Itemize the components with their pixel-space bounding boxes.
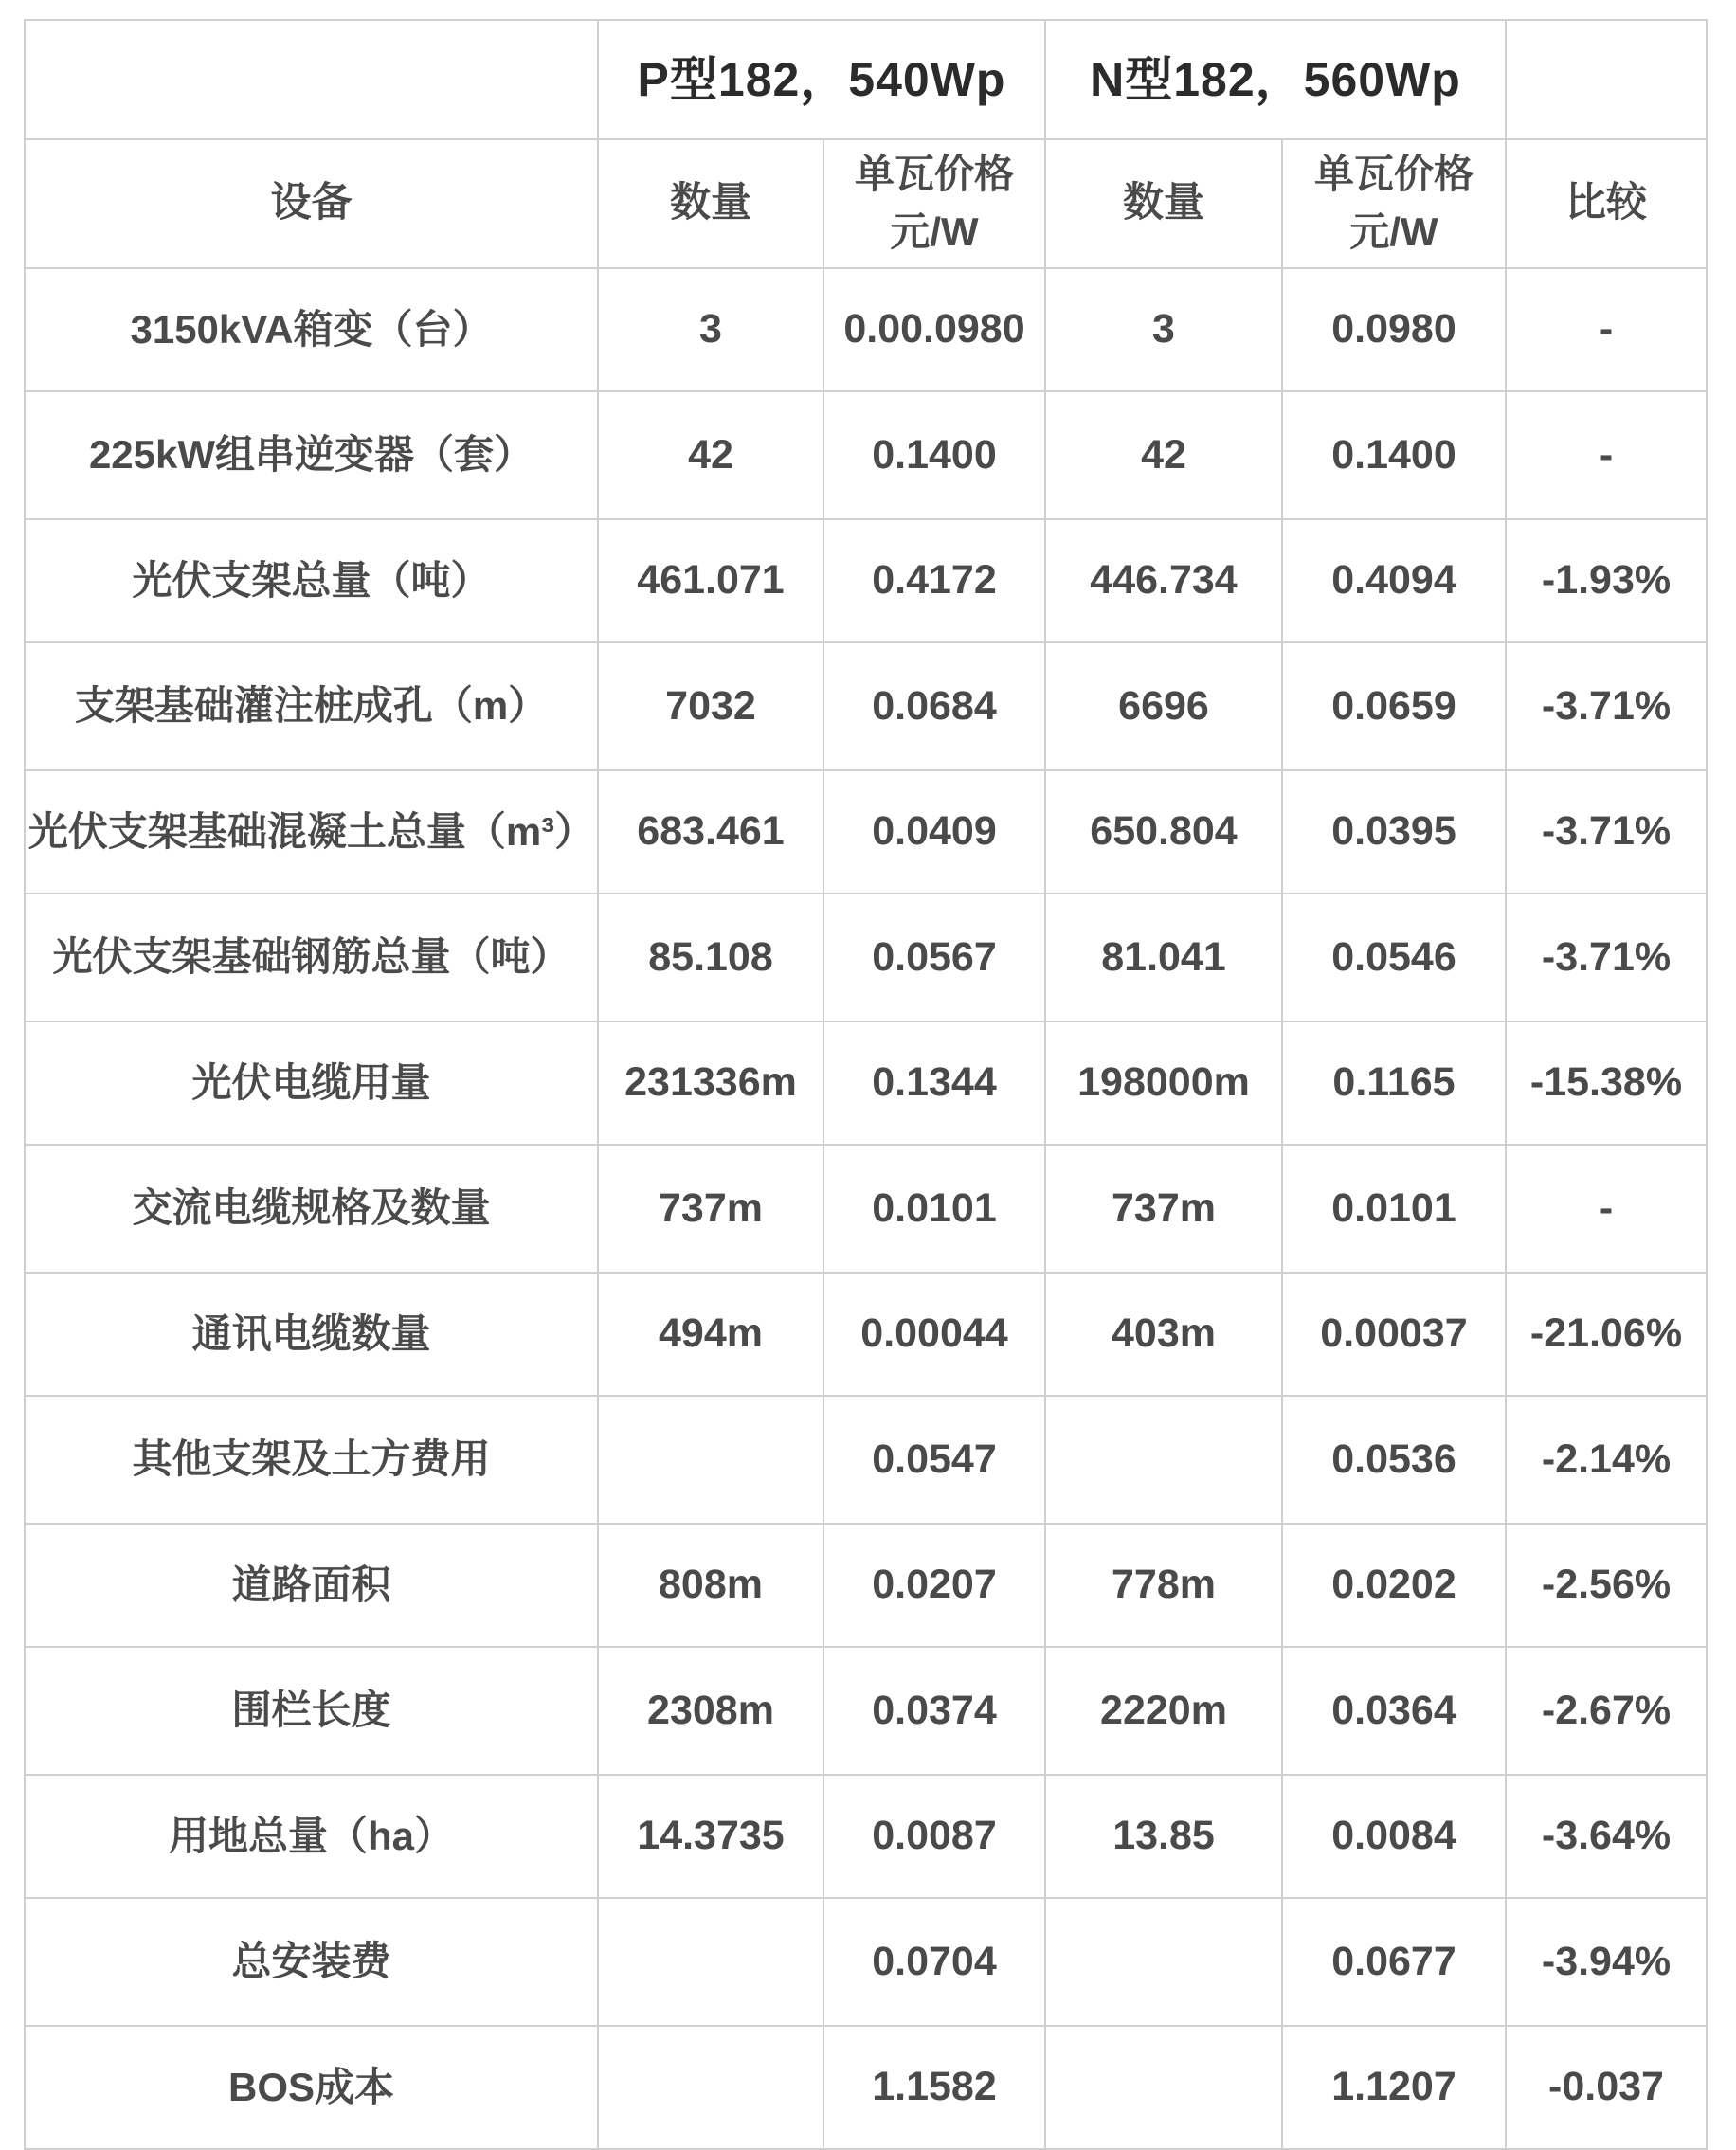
comparison-cell: -3.94% — [1506, 1898, 1707, 2026]
p-unit-price-column-header — [823, 139, 1045, 268]
n-unit-price-cell: 0.0101 — [1282, 1145, 1506, 1273]
p-quantity-cell: 14.3735 — [598, 1775, 823, 1898]
n-type-header: N型182，560Wp — [1045, 20, 1506, 139]
equipment-name-cell: 其他支架及土方费用 — [25, 1396, 598, 1524]
p-quantity-cell: 683.461 — [598, 770, 823, 894]
n-unit-price-cell: 0.0659 — [1282, 642, 1506, 770]
equipment-name-cell: 光伏支架基础混凝土总量（m³） — [25, 770, 598, 894]
table-row — [25, 642, 1707, 770]
comparison-column-header: 比较 — [1506, 139, 1707, 268]
p-quantity-cell: 231336m — [598, 1021, 823, 1145]
comparison-cell: - — [1506, 1145, 1707, 1273]
equipment-name-cell: BOS成本 — [25, 2026, 598, 2149]
n-quantity-column-header: 数量 — [1045, 139, 1282, 268]
equipment-name-cell: 通讯电缆数量 — [25, 1273, 598, 1396]
table-row — [25, 391, 1707, 519]
equipment-name-cell: 交流电缆规格及数量 — [25, 1145, 598, 1273]
p-unit-price-cell: 0.0101 — [823, 1145, 1045, 1273]
n-unit-price-cell: 0.0395 — [1282, 770, 1506, 894]
comparison-cell: - — [1506, 391, 1707, 519]
equipment-name-cell: 总安装费 — [25, 1898, 598, 2026]
n-quantity-cell: 6696 — [1045, 642, 1282, 770]
n-quantity-cell: 81.041 — [1045, 894, 1282, 1021]
p-quantity-cell: 2308m — [598, 1647, 823, 1775]
p-unit-price-cell: 0.00.0980 — [823, 268, 1045, 391]
n-quantity-cell — [1045, 1898, 1282, 2026]
bos-comparison-table — [24, 19, 1708, 2150]
table-row — [25, 1775, 1707, 1898]
table-row — [25, 1145, 1707, 1273]
table-row — [25, 268, 1707, 391]
type-header-row — [25, 20, 1707, 139]
n-unit-price-cell: 0.0980 — [1282, 268, 1506, 391]
comparison-cell: -2.67% — [1506, 1647, 1707, 1775]
n-unit-price-cell: 1.1207 — [1282, 2026, 1506, 2149]
n-unit-price-cell: 0.1165 — [1282, 1021, 1506, 1145]
n-unit-price-cell: 0.0546 — [1282, 894, 1506, 1021]
n-quantity-cell: 737m — [1045, 1145, 1282, 1273]
p-unit-price-cell: 0.0087 — [823, 1775, 1045, 1898]
p-quantity-cell: 3 — [598, 268, 823, 391]
n-quantity-cell: 2220m — [1045, 1647, 1282, 1775]
equipment-name-cell: 光伏支架基础钢筋总量（吨） — [25, 894, 598, 1021]
p-unit-price-cell: 0.1400 — [823, 391, 1045, 519]
p-unit-price-cell: 0.0567 — [823, 894, 1045, 1021]
comparison-cell: -15.38% — [1506, 1021, 1707, 1145]
n-quantity-cell: 13.85 — [1045, 1775, 1282, 1898]
n-unit-price-cell: 0.1400 — [1282, 391, 1506, 519]
comparison-cell: -1.93% — [1506, 519, 1707, 642]
equipment-name-cell: 光伏支架总量（吨） — [25, 519, 598, 642]
n-unit-price-cell: 0.0536 — [1282, 1396, 1506, 1524]
table-row — [25, 1524, 1707, 1647]
p-quantity-cell: 737m — [598, 1145, 823, 1273]
p-unit-price-cell: 0.0374 — [823, 1647, 1045, 1775]
p-type-header: P型182，540Wp — [598, 20, 1045, 139]
p-quantity-cell: 7032 — [598, 642, 823, 770]
p-quantity-cell: 461.071 — [598, 519, 823, 642]
n-quantity-cell: 446.734 — [1045, 519, 1282, 642]
table-row — [25, 770, 1707, 894]
comparison-cell: -3.64% — [1506, 1775, 1707, 1898]
comparison-cell: -3.71% — [1506, 894, 1707, 1021]
table-row — [25, 894, 1707, 1021]
equipment-name-cell: 支架基础灌注桩成孔（m） — [25, 642, 598, 770]
table-row — [25, 1273, 1707, 1396]
n-quantity-cell — [1045, 2026, 1282, 2149]
comparison-cell: -3.71% — [1506, 770, 1707, 894]
n-unit-price-cell: 0.0084 — [1282, 1775, 1506, 1898]
equipment-name-cell: 围栏长度 — [25, 1647, 598, 1775]
empty-header-cell — [1506, 20, 1707, 139]
n-unit-price-cell: 0.0364 — [1282, 1647, 1506, 1775]
table-row — [25, 519, 1707, 642]
comparison-cell: -2.14% — [1506, 1396, 1707, 1524]
p-unit-price-cell: 0.0207 — [823, 1524, 1045, 1647]
n-quantity-cell: 3 — [1045, 268, 1282, 391]
p-unit-price-cell: 0.0704 — [823, 1898, 1045, 2026]
p-unit-price-cell: 0.1344 — [823, 1021, 1045, 1145]
n-unit-price-header-text: 单瓦价格元/W — [1313, 152, 1474, 254]
p-quantity-column-header: 数量 — [598, 139, 823, 268]
equipment-name-cell: 道路面积 — [25, 1524, 598, 1647]
p-unit-price-header-text: 单瓦价格元/W — [854, 152, 1014, 254]
table-row — [25, 1021, 1707, 1145]
equipment-column-header: 设备 — [25, 139, 598, 268]
comparison-cell: -2.56% — [1506, 1524, 1707, 1647]
table-row — [25, 2026, 1707, 2149]
p-unit-price-cell: 1.1582 — [823, 2026, 1045, 2149]
equipment-name-cell: 225kW组串逆变器（套） — [25, 391, 598, 519]
p-unit-price-cell: 0.0547 — [823, 1396, 1045, 1524]
n-unit-price-cell: 0.00037 — [1282, 1273, 1506, 1396]
p-quantity-cell: 808m — [598, 1524, 823, 1647]
table-row — [25, 1396, 1707, 1524]
p-quantity-cell: 85.108 — [598, 894, 823, 1021]
comparison-cell: -0.037 — [1506, 2026, 1707, 2149]
table-row — [25, 1647, 1707, 1775]
p-unit-price-cell: 0.4172 — [823, 519, 1045, 642]
comparison-cell: - — [1506, 268, 1707, 391]
comparison-table-frame — [24, 19, 1708, 2150]
p-quantity-cell: 42 — [598, 391, 823, 519]
table-row — [25, 1898, 1707, 2026]
comparison-cell: -3.71% — [1506, 642, 1707, 770]
n-quantity-cell: 778m — [1045, 1524, 1282, 1647]
n-quantity-cell — [1045, 1396, 1282, 1524]
column-header-row — [25, 139, 1707, 268]
n-unit-price-cell: 0.0202 — [1282, 1524, 1506, 1647]
p-quantity-cell — [598, 2026, 823, 2149]
n-quantity-cell: 650.804 — [1045, 770, 1282, 894]
p-quantity-cell — [598, 1396, 823, 1524]
n-unit-price-cell: 0.0677 — [1282, 1898, 1506, 2026]
p-unit-price-cell: 0.0684 — [823, 642, 1045, 770]
n-quantity-cell: 198000m — [1045, 1021, 1282, 1145]
p-quantity-cell: 494m — [598, 1273, 823, 1396]
empty-corner-cell — [25, 20, 598, 139]
p-quantity-cell — [598, 1898, 823, 2026]
equipment-name-cell: 用地总量（ha） — [25, 1775, 598, 1898]
n-quantity-cell: 403m — [1045, 1273, 1282, 1396]
equipment-name-cell: 3150kVA箱变（台） — [25, 268, 598, 391]
p-unit-price-cell: 0.00044 — [823, 1273, 1045, 1396]
equipment-name-cell: 光伏电缆用量 — [25, 1021, 598, 1145]
n-unit-price-column-header — [1282, 139, 1506, 268]
n-quantity-cell: 42 — [1045, 391, 1282, 519]
n-unit-price-cell: 0.4094 — [1282, 519, 1506, 642]
comparison-cell: -21.06% — [1506, 1273, 1707, 1396]
p-unit-price-cell: 0.0409 — [823, 770, 1045, 894]
